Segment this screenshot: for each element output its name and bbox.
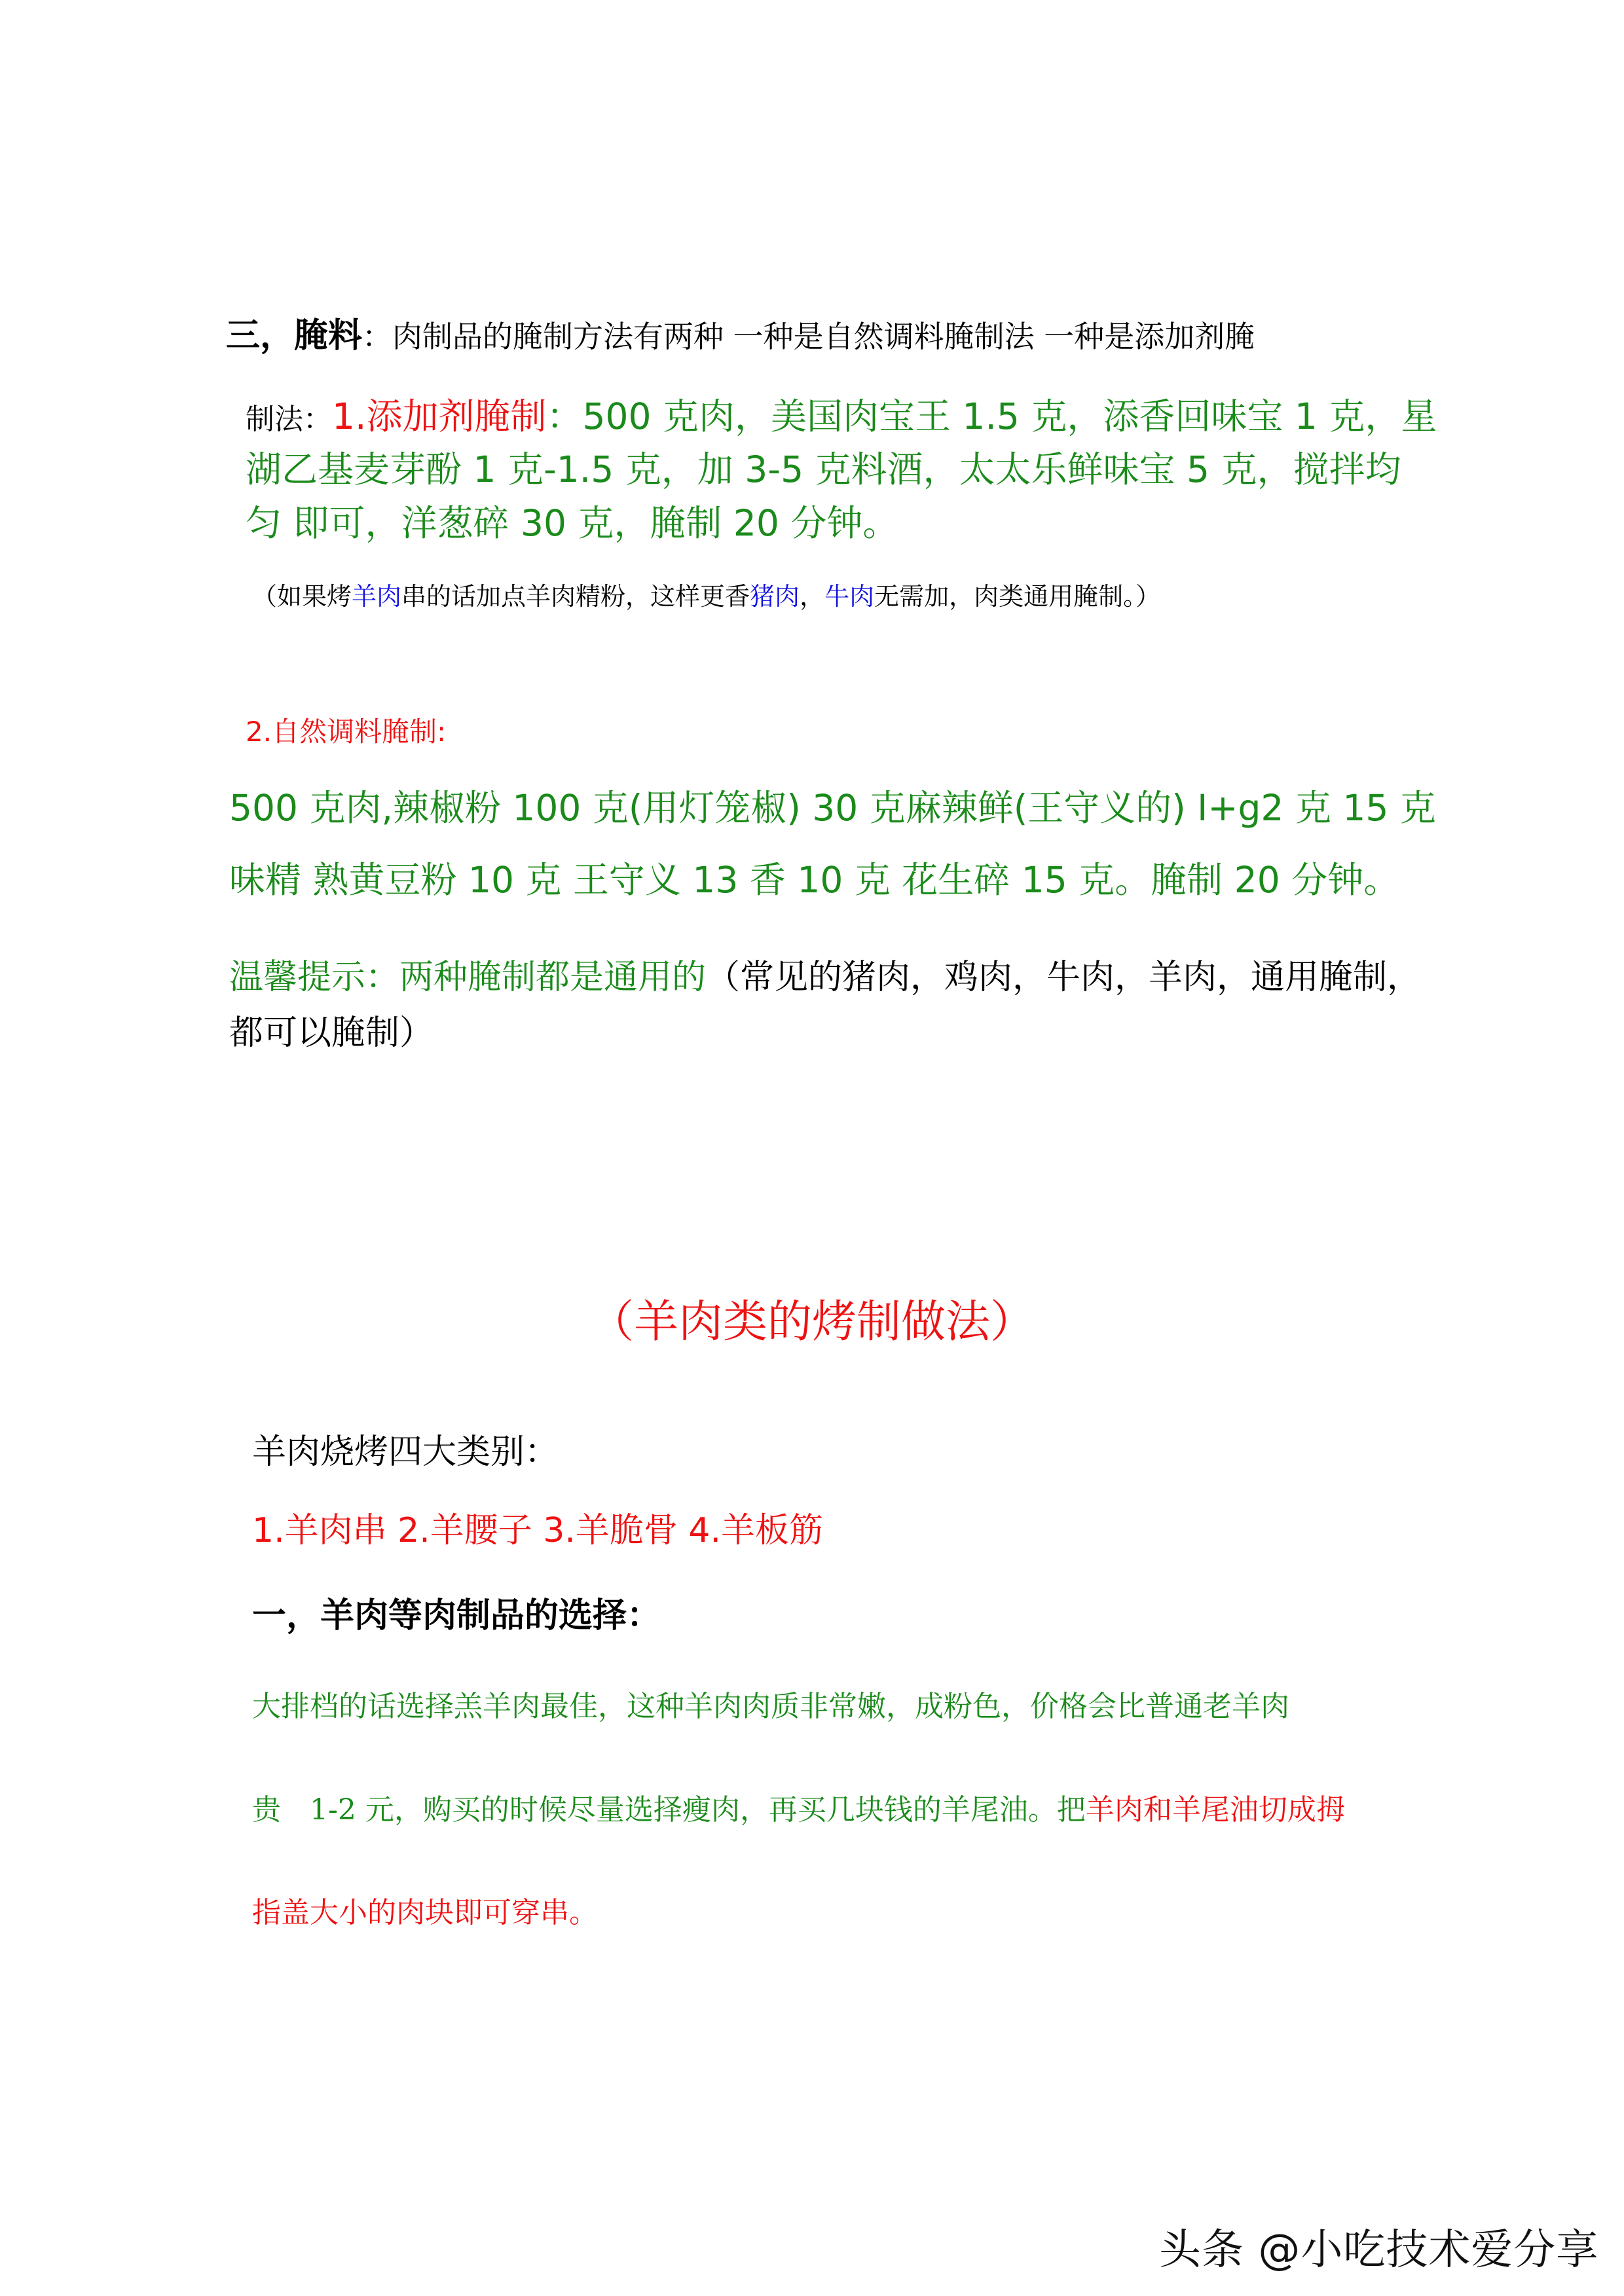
selection-line2-green: 贵 1-2 元，购买的时候尽量选择瘦肉，再买几块钱的羊尾油。把 [252,1793,1086,1827]
note-lamb: 羊肉 [352,582,402,611]
watermark: 头条 @小吃技术爱分享 [1159,2226,1599,2274]
method1-line1 [246,388,1437,439]
selection-line1: 大排档的话选择羔羊肉最佳，这种羊肉肉质非常嫩，成粉色，价格会比普通老羊肉 [252,1690,1289,1723]
note-part3: 无需加，肉类通用腌制。） [874,582,1161,611]
selection-line3: 指盖大小的肉块即可穿串。 [252,1896,598,1929]
section3-heading: 三，腌料 [226,316,363,355]
section3-intro: ：肉制品的腌制方法有两种 一种是自然调料腌制法 一种是添加剂腌 [362,319,1255,354]
categories-list: 1.羊肉串 2.羊腰子 3.羊脆骨 4.羊板筋 [252,1511,824,1550]
method1-label: 1.添加剂腌制 [332,395,547,437]
tip-line1 [229,949,1421,998]
note-comma: ， [800,582,825,611]
method2-line2: 味精 熟黄豆粉 10 克 王守义 13 香 10 克 花生碎 15 克。腌制 20 分钟。 [229,859,1400,901]
tip-rest: （常见的猪肉，鸡肉，牛肉，羊肉，通用腌制， [706,958,1422,997]
selection-heading: 一，羊肉等肉制品的选择： [252,1596,661,1635]
lamb-section-title: （羊肉类的烤制做法） [589,1296,1035,1348]
method1-line1-rest: ：500 克肉，美国肉宝王 1.5 克，添香回味宝 1 克，星 [546,395,1437,437]
method1-note [252,576,1160,612]
tip-line2: 都可以腌制） [229,1013,434,1053]
note-part1: （如果烤 [252,582,352,611]
method1-lead: 制法： [246,403,332,436]
selection-line2 [252,1786,1345,1828]
method2-line1: 500 克肉,辣椒粉 100 克(用灯笼椒) 30 克麻辣鲜(王守义的) I+g2 克 15 克 [229,787,1436,829]
note-pork: 猪肉 [750,582,800,611]
tip-label: 温馨提示：两种腌制都是通用的 [229,958,707,997]
section3-heading-line [226,308,1255,357]
method1-line2: 湖乙基麦芽酚 1 克-1.5 克，加 3-5 克料酒，太太乐鲜味宝 5 克，搅拌均 [246,448,1401,490]
note-beef: 牛肉 [824,582,875,611]
selection-line2-red: 羊肉和羊尾油切成拇 [1085,1793,1345,1827]
method2-title: 2.自然调料腌制: [246,716,447,748]
note-part2: 串的话加点羊肉精粉，这样更香 [401,582,750,611]
categories-heading: 羊肉烧烤四大类别： [252,1432,559,1472]
method1-line3: 匀 即可，洋葱碎 30 克，腌制 20 分钟。 [246,502,899,544]
